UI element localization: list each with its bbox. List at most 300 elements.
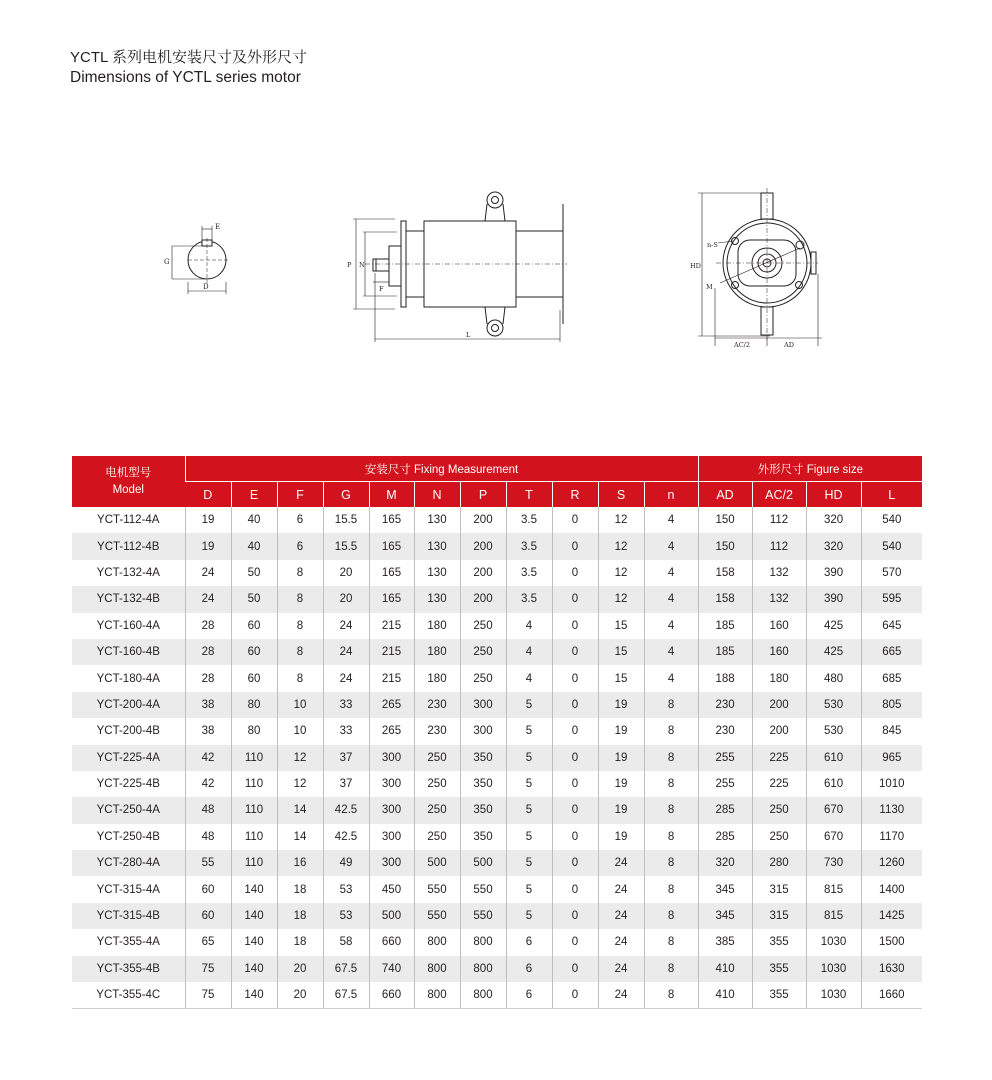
value-cell: 130 — [414, 533, 460, 559]
label-G: G — [164, 258, 170, 266]
value-cell: 1030 — [806, 982, 861, 1009]
value-cell: 815 — [806, 903, 861, 929]
value-cell: 0 — [552, 613, 598, 639]
table-row — [72, 956, 922, 982]
value-cell: 42.5 — [323, 824, 369, 850]
value-cell: 15 — [598, 639, 644, 665]
value-cell: 1500 — [861, 929, 922, 955]
value-cell: 1630 — [861, 956, 922, 982]
value-cell: 180 — [414, 665, 460, 691]
value-cell: 0 — [552, 639, 598, 665]
table-body — [72, 507, 922, 1009]
page-title-en: Dimensions of YCTL series motor — [70, 69, 301, 86]
table-row — [72, 507, 922, 533]
value-cell: 320 — [806, 533, 861, 559]
value-cell: 1010 — [861, 771, 922, 797]
value-cell: 0 — [552, 586, 598, 612]
value-cell: 965 — [861, 745, 922, 771]
value-cell: 28 — [185, 665, 231, 691]
value-cell: 0 — [552, 745, 598, 771]
value-cell: 42 — [185, 745, 231, 771]
table-row — [72, 692, 922, 718]
value-cell: 180 — [414, 639, 460, 665]
value-cell: 8 — [644, 956, 698, 982]
column-header: AD — [698, 482, 752, 508]
value-cell: 42 — [185, 771, 231, 797]
value-cell: 20 — [323, 586, 369, 612]
value-cell: 0 — [552, 903, 598, 929]
column-header: T — [506, 482, 552, 508]
value-cell: 24 — [323, 665, 369, 691]
label-AD: AD — [784, 341, 794, 349]
model-header-zh: 电机型号 — [105, 466, 152, 479]
value-cell: 53 — [323, 876, 369, 902]
table-row — [72, 850, 922, 876]
table-row — [72, 771, 922, 797]
value-cell: 112 — [752, 507, 806, 533]
value-cell: 24 — [323, 639, 369, 665]
value-cell: 250 — [414, 771, 460, 797]
value-cell: 160 — [752, 639, 806, 665]
value-cell: 550 — [414, 876, 460, 902]
value-cell: 315 — [752, 876, 806, 902]
value-cell: 730 — [806, 850, 861, 876]
value-cell: 8 — [277, 613, 323, 639]
value-cell: 1170 — [861, 824, 922, 850]
column-header: L — [861, 482, 922, 508]
value-cell: 10 — [277, 718, 323, 744]
value-cell: 300 — [369, 850, 414, 876]
model-cell: YCT-355-4B — [72, 956, 185, 982]
value-cell: 550 — [460, 876, 506, 902]
value-cell: 12 — [277, 745, 323, 771]
value-cell: 140 — [231, 956, 277, 982]
value-cell: 8 — [644, 718, 698, 744]
value-cell: 265 — [369, 718, 414, 744]
value-cell: 300 — [369, 797, 414, 823]
value-cell: 112 — [752, 533, 806, 559]
label-N: N — [359, 261, 365, 269]
value-cell: 132 — [752, 586, 806, 612]
value-cell: 4 — [644, 665, 698, 691]
label-AC2: AC/2 — [734, 341, 750, 349]
value-cell: 410 — [698, 956, 752, 982]
value-cell: 230 — [414, 692, 460, 718]
value-cell: 320 — [698, 850, 752, 876]
value-cell: 5 — [506, 771, 552, 797]
fixing-measurement-header: 安装尺寸 Fixing Measurement — [185, 456, 698, 482]
value-cell: 180 — [414, 613, 460, 639]
value-cell: 19 — [598, 718, 644, 744]
model-cell: YCT-112-4A — [97, 514, 160, 527]
value-cell: 15 — [598, 613, 644, 639]
value-cell: 355 — [752, 929, 806, 955]
value-cell: 20 — [277, 956, 323, 982]
value-cell: 4 — [644, 507, 698, 533]
value-cell: 500 — [414, 850, 460, 876]
value-cell: 10 — [277, 692, 323, 718]
value-cell: 28 — [185, 639, 231, 665]
value-cell: 215 — [369, 639, 414, 665]
label-F: F — [379, 285, 384, 293]
value-cell: 5 — [506, 824, 552, 850]
value-cell: 250 — [414, 745, 460, 771]
value-cell: 150 — [698, 507, 752, 533]
value-cell: 110 — [231, 771, 277, 797]
value-cell: 3.5 — [506, 507, 552, 533]
value-cell: 610 — [806, 771, 861, 797]
value-cell: 345 — [698, 876, 752, 902]
value-cell: 385 — [698, 929, 752, 955]
value-cell: 19 — [598, 797, 644, 823]
value-cell: 19 — [598, 692, 644, 718]
value-cell: 50 — [231, 560, 277, 586]
model-cell: YCT-200-4B — [96, 725, 160, 738]
column-header: F — [277, 482, 323, 508]
value-cell: 75 — [185, 982, 231, 1009]
value-cell: 14 — [277, 824, 323, 850]
value-cell: 3.5 — [506, 586, 552, 612]
value-cell: 425 — [806, 639, 861, 665]
value-cell: 800 — [460, 929, 506, 955]
label-E-shaft: E — [215, 223, 221, 231]
value-cell: 16 — [277, 850, 323, 876]
page-title-zh: YCTL 系列电机安装尺寸及外形尺寸 — [70, 49, 307, 66]
value-cell: 255 — [698, 771, 752, 797]
model-cell: YCT-225-4B — [96, 778, 160, 791]
value-cell: 800 — [414, 982, 460, 1009]
value-cell: 200 — [460, 533, 506, 559]
model-cell: YCT-280-4A — [72, 850, 185, 876]
value-cell: 40 — [231, 533, 277, 559]
value-cell: 500 — [369, 903, 414, 929]
value-cell: 225 — [752, 771, 806, 797]
value-cell: 685 — [861, 665, 922, 691]
value-cell: 425 — [806, 613, 861, 639]
value-cell: 165 — [369, 586, 414, 612]
value-cell: 0 — [552, 718, 598, 744]
label-P: P — [347, 261, 352, 269]
value-cell: 8 — [644, 850, 698, 876]
value-cell: 110 — [231, 797, 277, 823]
dimensions-table — [72, 456, 922, 1009]
value-cell: 570 — [861, 560, 922, 586]
value-cell: 0 — [552, 876, 598, 902]
value-cell: 1260 — [861, 850, 922, 876]
value-cell: 8 — [644, 824, 698, 850]
table-row — [72, 929, 922, 955]
value-cell: 345 — [698, 903, 752, 929]
value-cell: 0 — [552, 929, 598, 955]
value-cell: 4 — [644, 560, 698, 586]
value-cell: 49 — [323, 850, 369, 876]
value-cell: 480 — [806, 665, 861, 691]
value-cell: 410 — [698, 982, 752, 1009]
value-cell: 350 — [460, 797, 506, 823]
title-block — [70, 48, 307, 88]
value-cell: 37 — [323, 745, 369, 771]
value-cell: 24 — [598, 876, 644, 902]
table-row — [72, 876, 922, 902]
value-cell: 4 — [644, 613, 698, 639]
value-cell: 8 — [644, 745, 698, 771]
value-cell: 355 — [752, 956, 806, 982]
value-cell: 8 — [277, 586, 323, 612]
value-cell: 350 — [460, 745, 506, 771]
model-cell: YCT-315-4A — [96, 883, 160, 896]
value-cell: 75 — [185, 956, 231, 982]
value-cell: 130 — [414, 507, 460, 533]
model-cell: YCT-225-4A — [72, 745, 185, 771]
value-cell: 80 — [231, 718, 277, 744]
value-cell: 24 — [323, 613, 369, 639]
value-cell: 5 — [506, 876, 552, 902]
value-cell: 265 — [369, 692, 414, 718]
value-cell: 800 — [460, 982, 506, 1009]
value-cell: 3.5 — [506, 560, 552, 586]
value-cell: 6 — [506, 982, 552, 1009]
table-row — [72, 745, 922, 771]
value-cell: 0 — [552, 533, 598, 559]
value-cell: 8 — [644, 797, 698, 823]
column-header: AC/2 — [752, 482, 806, 508]
value-cell: 645 — [861, 613, 922, 639]
value-cell: 28 — [185, 613, 231, 639]
value-cell: 60 — [185, 876, 231, 902]
column-header: P — [460, 482, 506, 508]
value-cell: 165 — [369, 560, 414, 586]
value-cell: 280 — [752, 850, 806, 876]
value-cell: 250 — [414, 824, 460, 850]
value-cell: 60 — [231, 613, 277, 639]
label-M: M — [706, 283, 713, 291]
value-cell: 0 — [552, 665, 598, 691]
value-cell: 4 — [506, 613, 552, 639]
value-cell: 15.5 — [323, 507, 369, 533]
value-cell: 6 — [506, 956, 552, 982]
table-row — [72, 665, 922, 691]
value-cell: 550 — [414, 903, 460, 929]
value-cell: 200 — [460, 586, 506, 612]
value-cell: 4 — [506, 639, 552, 665]
value-cell: 1130 — [861, 797, 922, 823]
table-row — [72, 639, 922, 665]
value-cell: 37 — [323, 771, 369, 797]
value-cell: 12 — [277, 771, 323, 797]
value-cell: 670 — [806, 824, 861, 850]
value-cell: 8 — [277, 560, 323, 586]
value-cell: 250 — [460, 639, 506, 665]
model-cell: YCT-132-4A — [96, 566, 160, 579]
value-cell: 24 — [598, 929, 644, 955]
value-cell: 5 — [506, 850, 552, 876]
value-cell: 0 — [552, 982, 598, 1009]
value-cell: 188 — [698, 665, 752, 691]
column-header: M — [369, 482, 414, 508]
value-cell: 158 — [698, 586, 752, 612]
value-cell: 300 — [460, 718, 506, 744]
model-cell: YCT-200-4A — [72, 692, 185, 718]
value-cell: 58 — [323, 929, 369, 955]
label-D: D — [203, 283, 209, 291]
value-cell: 8 — [644, 771, 698, 797]
value-cell: 5 — [506, 692, 552, 718]
table-row — [72, 824, 922, 850]
value-cell: 355 — [752, 982, 806, 1009]
value-cell: 18 — [277, 929, 323, 955]
motor-side-view-drawing — [335, 184, 575, 349]
value-cell: 38 — [185, 692, 231, 718]
value-cell: 18 — [277, 876, 323, 902]
value-cell: 38 — [185, 718, 231, 744]
value-cell: 500 — [460, 850, 506, 876]
value-cell: 55 — [185, 850, 231, 876]
value-cell: 540 — [861, 533, 922, 559]
value-cell: 150 — [698, 533, 752, 559]
value-cell: 250 — [414, 797, 460, 823]
value-cell: 8 — [277, 639, 323, 665]
value-cell: 130 — [414, 586, 460, 612]
value-cell: 0 — [552, 850, 598, 876]
value-cell: 300 — [460, 692, 506, 718]
value-cell: 200 — [460, 560, 506, 586]
value-cell: 8 — [644, 982, 698, 1009]
column-header: R — [552, 482, 598, 508]
value-cell: 665 — [861, 639, 922, 665]
value-cell: 5 — [506, 745, 552, 771]
value-cell: 0 — [552, 692, 598, 718]
value-cell: 12 — [598, 560, 644, 586]
value-cell: 24 — [598, 956, 644, 982]
value-cell: 1030 — [806, 929, 861, 955]
value-cell: 165 — [369, 533, 414, 559]
value-cell: 60 — [231, 639, 277, 665]
value-cell: 180 — [752, 665, 806, 691]
value-cell: 225 — [752, 745, 806, 771]
value-cell: 12 — [598, 586, 644, 612]
value-cell: 140 — [231, 903, 277, 929]
value-cell: 200 — [752, 718, 806, 744]
column-header: N — [414, 482, 460, 508]
value-cell: 4 — [506, 665, 552, 691]
value-cell: 4 — [644, 586, 698, 612]
value-cell: 740 — [369, 956, 414, 982]
value-cell: 165 — [369, 507, 414, 533]
value-cell: 50 — [231, 586, 277, 612]
model-cell: YCT-160-4B — [72, 639, 185, 665]
value-cell: 24 — [185, 586, 231, 612]
value-cell: 285 — [698, 797, 752, 823]
value-cell: 450 — [369, 876, 414, 902]
value-cell: 15 — [598, 665, 644, 691]
value-cell: 140 — [231, 876, 277, 902]
value-cell: 540 — [861, 507, 922, 533]
value-cell: 0 — [552, 824, 598, 850]
value-cell: 815 — [806, 876, 861, 902]
value-cell: 20 — [277, 982, 323, 1009]
value-cell: 8 — [644, 692, 698, 718]
value-cell: 315 — [752, 903, 806, 929]
shaft-section-drawing — [160, 220, 240, 300]
value-cell: 24 — [598, 850, 644, 876]
value-cell: 1660 — [861, 982, 922, 1009]
model-cell: YCT-250-4B — [96, 830, 160, 843]
column-header: D — [185, 482, 231, 508]
table-row — [72, 903, 922, 929]
value-cell: 33 — [323, 718, 369, 744]
value-cell: 350 — [460, 771, 506, 797]
value-cell: 5 — [506, 903, 552, 929]
value-cell: 300 — [369, 745, 414, 771]
value-cell: 845 — [861, 718, 922, 744]
value-cell: 805 — [861, 692, 922, 718]
value-cell: 6 — [506, 929, 552, 955]
value-cell: 110 — [231, 850, 277, 876]
technical-drawings — [0, 170, 992, 370]
value-cell: 660 — [369, 929, 414, 955]
value-cell: 800 — [414, 929, 460, 955]
value-cell: 15.5 — [323, 533, 369, 559]
value-cell: 67.5 — [323, 956, 369, 982]
table-row — [72, 560, 922, 586]
model-cell: YCT-355-4A — [96, 936, 160, 949]
value-cell: 8 — [644, 929, 698, 955]
value-cell: 53 — [323, 903, 369, 929]
value-cell: 250 — [752, 797, 806, 823]
column-header: HD — [806, 482, 861, 508]
model-cell: YCT-160-4A — [96, 619, 160, 632]
value-cell: 4 — [644, 533, 698, 559]
value-cell: 42.5 — [323, 797, 369, 823]
value-cell: 215 — [369, 613, 414, 639]
value-cell: 1400 — [861, 876, 922, 902]
value-cell: 0 — [552, 560, 598, 586]
value-cell: 24 — [185, 560, 231, 586]
value-cell: 67.5 — [323, 982, 369, 1009]
value-cell: 285 — [698, 824, 752, 850]
model-header — [72, 456, 185, 507]
value-cell: 12 — [598, 507, 644, 533]
value-cell: 200 — [460, 507, 506, 533]
column-header: n — [644, 482, 698, 508]
value-cell: 3.5 — [506, 533, 552, 559]
value-cell: 390 — [806, 560, 861, 586]
figure-size-header: 外形尺寸 Figure size — [698, 456, 922, 482]
value-cell: 4 — [644, 639, 698, 665]
value-cell: 670 — [806, 797, 861, 823]
value-cell: 160 — [752, 613, 806, 639]
value-cell: 550 — [460, 903, 506, 929]
value-cell: 390 — [806, 586, 861, 612]
value-cell: 0 — [552, 797, 598, 823]
value-cell: 158 — [698, 560, 752, 586]
value-cell: 5 — [506, 797, 552, 823]
value-cell: 8 — [277, 665, 323, 691]
table-row — [72, 718, 922, 744]
value-cell: 19 — [598, 745, 644, 771]
motor-end-view-drawing — [690, 188, 830, 358]
value-cell: 130 — [414, 560, 460, 586]
value-cell: 110 — [231, 824, 277, 850]
value-cell: 140 — [231, 929, 277, 955]
value-cell: 230 — [698, 718, 752, 744]
value-cell: 800 — [414, 956, 460, 982]
value-cell: 530 — [806, 692, 861, 718]
value-cell: 8 — [644, 876, 698, 902]
value-cell: 60 — [185, 903, 231, 929]
value-cell: 230 — [414, 718, 460, 744]
value-cell: 250 — [752, 824, 806, 850]
